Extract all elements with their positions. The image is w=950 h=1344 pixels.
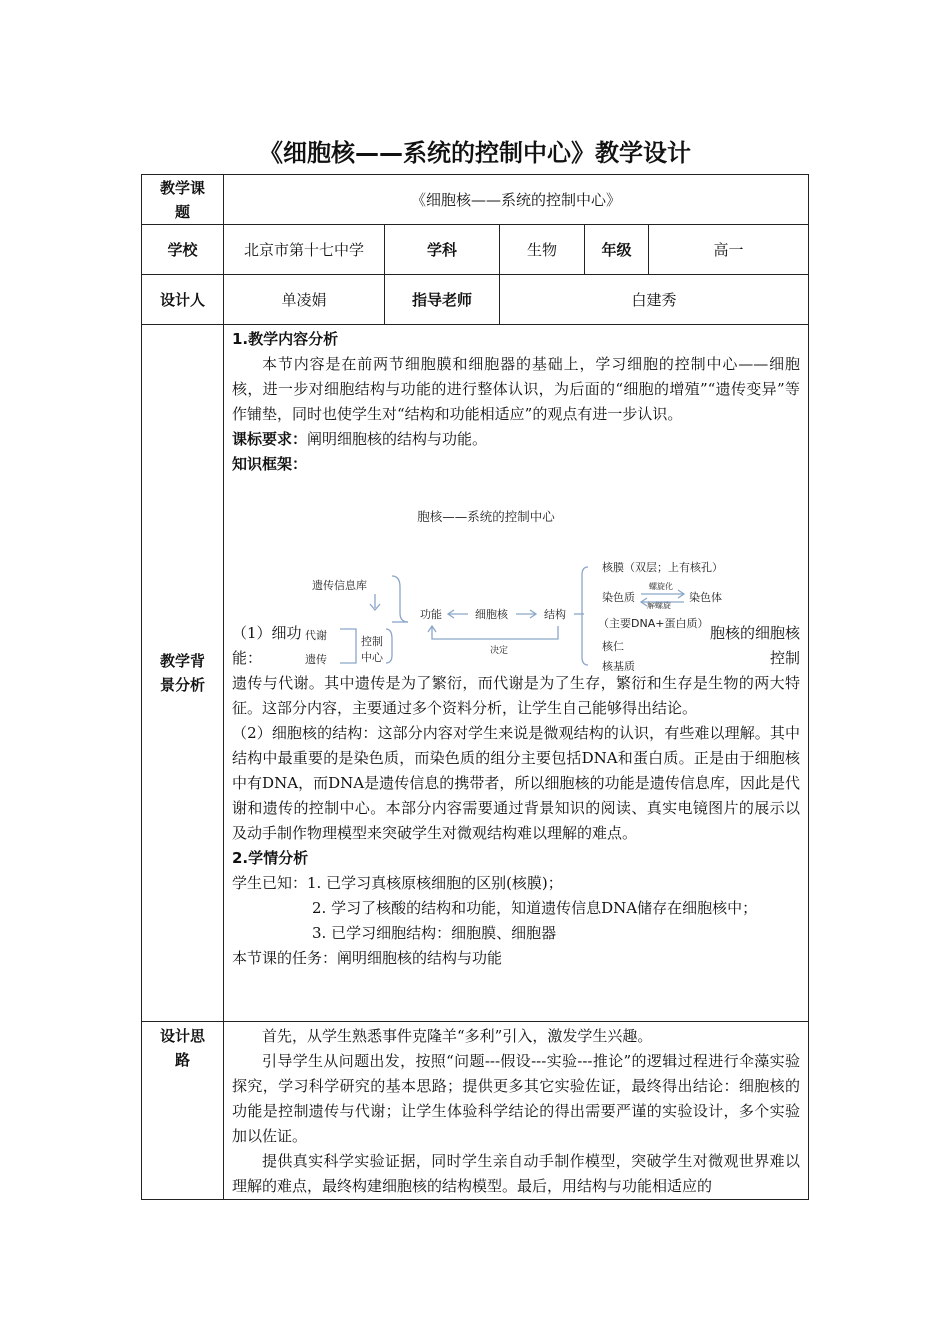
diagram-nucleus: 细胞核 — [475, 608, 508, 621]
diagram-nucleolus: 核仁 — [602, 640, 624, 653]
diagram-heredity: 遗传 — [305, 653, 327, 666]
function-paragraph: 遗传与代谢。其中遗传是为了繁衍，而代谢是为了生存，繁衍和生存是生物的两大特征。这部分内容，主要通过多个资料分析，让学生自己能够得出结论。 — [232, 674, 800, 717]
design-paragraph-2: 引导学生从问题出发，按照“问题---假设---实验---推论”的逻辑过程进行伞藻实验探究，学习科学研究的基本思路；提供更多其它实验佐证，最终得出结论：细胞核的功能是控制遗传与代谢；让学生体验科学结论的得出需要严谨的实验设计，多个实验加以佐证。 — [232, 1052, 800, 1145]
diagram-spiral: 螺旋化 — [649, 582, 673, 591]
topic-label: 教学课题 — [142, 175, 224, 225]
content-analysis-paragraph: 本节内容是在前两节细胞膜和细胞器的基础上，学习细胞的控制中心——细胞核，进一步对细胞结构与功能的进行整体认识，为后面的“细胞的增殖”“遗传变异”等作铺垫，同时也使学生对“结构和功能相适应”的观点有进一步认识。 — [232, 355, 800, 423]
diagram-unspiral: 解螺旋 — [647, 601, 671, 610]
designer-value: 单凌娟 — [224, 275, 385, 325]
diagram-metabolism: 代谢 — [305, 629, 327, 642]
diagram-envelope: 核膜（双层；上有核孔） — [602, 561, 723, 574]
knowledge-framework-label: 知识框架： — [232, 455, 308, 473]
advisor-label: 指导老师 — [385, 275, 500, 325]
background-label: 教学背景分析 — [142, 325, 224, 1022]
diagram-control-center-1: 控制中心 — [361, 635, 383, 664]
content-analysis-heading: 1.教学内容分析 — [232, 330, 339, 348]
design-paragraph-1: 首先，从学生熟悉事件克隆羊“多利”引入，激发学生兴趣。 — [262, 1027, 653, 1045]
subject-value: 生物 — [500, 225, 585, 275]
grade-label: 年级 — [585, 225, 649, 275]
background-content — [224, 325, 809, 1022]
diagram-composition: （主要DNA+蛋白质） — [598, 617, 709, 630]
wrap-text-right: 胞核的细胞核控制 — [709, 624, 800, 667]
school-label: 学校 — [142, 225, 224, 275]
lesson-task: 本节课的任务：阐明细胞核的结构与功能 — [232, 949, 503, 967]
design-content — [224, 1022, 809, 1200]
diagram-chromatin: 染色质 — [602, 591, 635, 604]
diagram-title: 胞核——系统的控制中心 — [417, 509, 555, 524]
diagram-chromosome: 染色体 — [689, 591, 722, 604]
diagram-structure: 结构 — [544, 608, 566, 621]
diagram-connectors — [340, 567, 684, 665]
wrap-text-left: （1）细功能： — [232, 624, 302, 667]
grade-value: 高一 — [649, 225, 809, 275]
diagram-matrix: 核基质 — [602, 660, 635, 671]
known-item-3: 3. 已学习细胞结构：细胞膜、细胞器 — [312, 924, 557, 942]
known-item-1: 学生已知：1. 已学习真核原核细胞的区别(核膜)； — [232, 874, 563, 892]
knowledge-framework-diagram — [232, 477, 800, 671]
topic-value: 《细胞核——系统的控制中心》 — [224, 175, 809, 225]
subject-label: 学科 — [385, 225, 500, 275]
known-item-2: 2. 学习了核酸的结构和功能，知道遗传信息DNA储存在细胞核中； — [312, 899, 758, 917]
lesson-design-table — [141, 174, 809, 1200]
diagram-decide: 决定 — [490, 646, 509, 656]
diagram-genetic-library: 遗传信息库 — [312, 579, 367, 592]
designer-label: 设计人 — [142, 275, 224, 325]
learner-analysis-heading: 2.学情分析 — [232, 849, 309, 867]
school-value: 北京市第十七中学 — [224, 225, 385, 275]
diagram-function: 功能 — [420, 608, 442, 621]
design-label: 设计思路 — [142, 1022, 224, 1200]
advisor-value: 白建秀 — [500, 275, 809, 325]
structure-paragraph: （2）细胞核的结构：这部分内容对学生来说是微观结构的认识，有些难以理解。其中结构中最重要的是染色质，而染色质的组分主要包括DNA和蛋白质。正是由于细胞核中有DNA，而DNA是遗传信息的携带者，所以细胞核的功能是遗传信息库，因此是代谢和遗传的控制中心。本部分内容需要通过背景知识的阅读、真实电镜图片的展示以及动手制作物理模型来突破学生对微观结构难以理解的难点。 — [232, 724, 800, 842]
curriculum-requirement: 课标要求：阐明细胞核的结构与功能。 — [232, 430, 488, 448]
document-title: 《细胞核——系统的控制中心》教学设计 — [259, 139, 691, 167]
design-paragraph-3: 提供真实科学实验证据，同时学生亲自动手制作模型，突破学生对微观世界难以理解的难点，最终构建细胞核的结构模型。最后，用结构与功能相适应的 — [232, 1152, 800, 1195]
